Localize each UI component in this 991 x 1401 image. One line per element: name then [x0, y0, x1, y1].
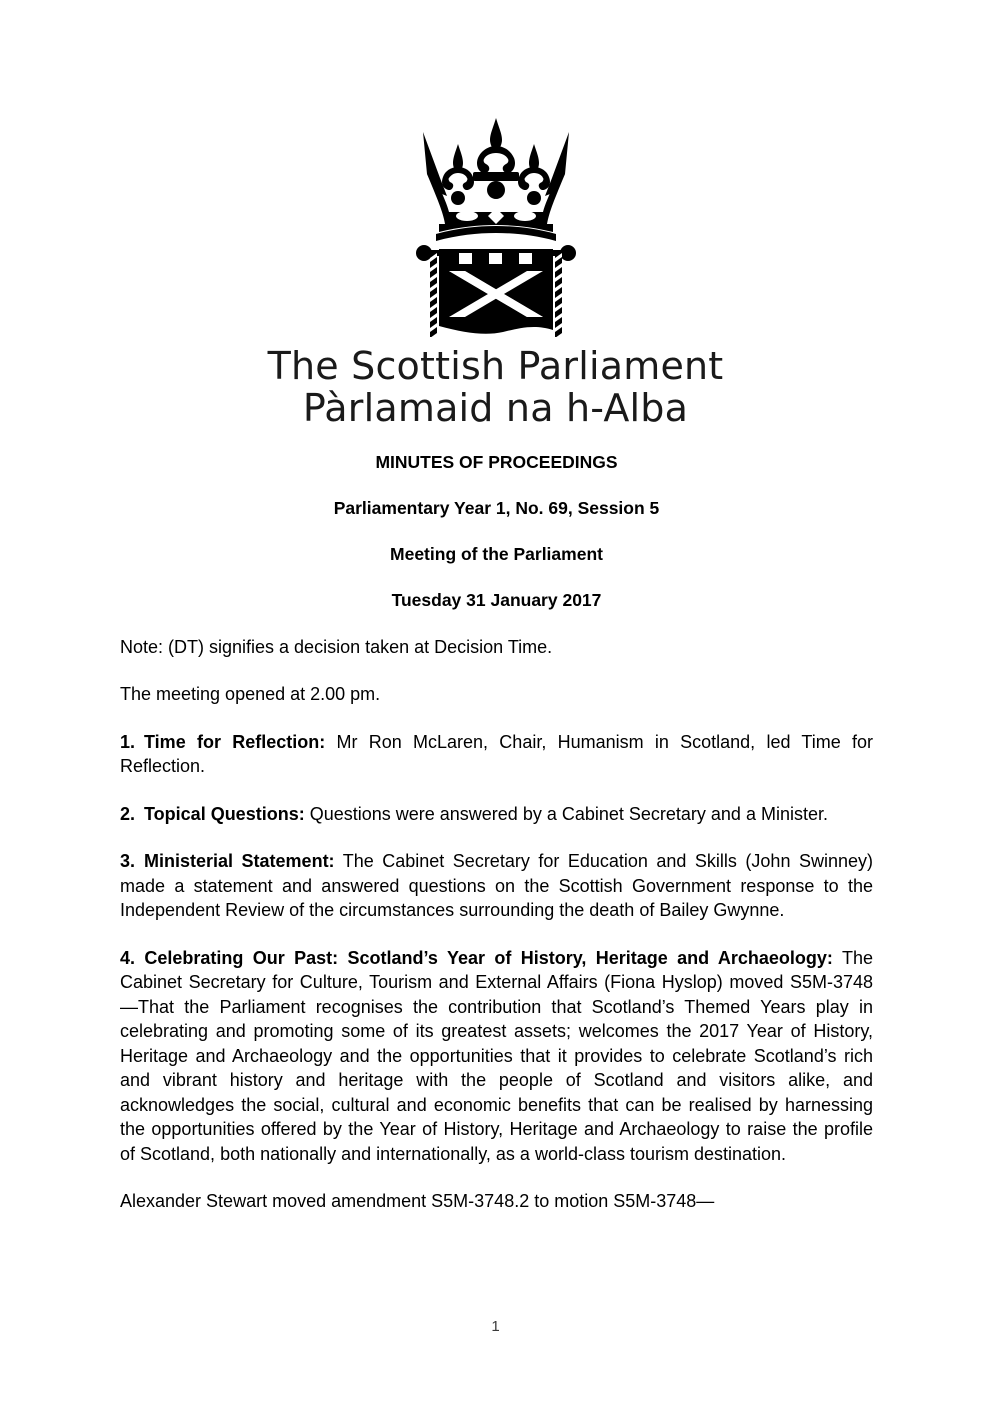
emblem-container: [0, 112, 991, 349]
minute-item-1-label: Time for Reflection:: [144, 731, 326, 752]
minute-item-1-text: Mr Ron McLaren, Chair, Humanism in Scotland, led Time for Reflection.: [120, 731, 873, 777]
minute-item-1: [120, 730, 873, 779]
minute-item-3-number: 3.: [120, 851, 136, 872]
minute-item-2-number: 2.: [120, 803, 136, 824]
meeting-subtitle: Meeting of the Parliament: [390, 543, 603, 564]
minute-item-2-label: Topical Questions:: [144, 803, 305, 824]
minute-item-2: [120, 802, 873, 826]
minute-item-3-text: The Cabinet Secretary for Education and Skills (John Swinney) made a statement and answered questions on the Scottish Government response to the Independent Review of the circumstances surrounding the death of Bailey Gwynne.: [120, 851, 873, 921]
minute-item-3-label: Ministerial Statement:: [144, 851, 335, 872]
minute-item-4-label: Celebrating Our Past: Scotland’s Year of History, Heritage and Archaeology:: [144, 947, 833, 968]
minute-item-3: [120, 849, 873, 922]
session-subtitle: Parliamentary Year 1, No. 69, Session 5: [333, 497, 660, 518]
wordmark-line-english: The Scottish Parliament: [267, 344, 724, 388]
amendment-paragraph: Alexander Stewart moved amendment S5M-3748.2 to motion S5M-3748—: [120, 1190, 715, 1211]
page-title: MINUTES OF PROCEEDINGS: [375, 452, 618, 472]
date-subtitle: Tuesday 31 January 2017: [391, 589, 602, 610]
scottish-parliament-crest-icon: [403, 112, 589, 344]
minute-item-1-number: 1.: [120, 731, 136, 752]
page-number: 1: [491, 1318, 500, 1335]
document-body: [120, 635, 873, 1213]
minute-item-4-number: 4.: [120, 947, 136, 968]
minute-item-4-text: The Cabinet Secretary for Culture, Tourism and External Affairs (Fiona Hyslop) moved S5M-3748—That the Parliament recognises the contribution that Scotland’s Themed Years play in celebrating and promoting some of its greatest assets; welcomes the 2017 Year of History, Heritage and Archaeology and the opportunities that it provides to celebrate Scotland’s rich and vibrant history and heritage with the people of Scotland and visitors alike, and acknowledges the social, cultural and economic benefits that can be realised by harnessing the opportunities offered by the Year of History, Heritage and Archaeology to raise the profile of Scotland, both nationally and internationally, as a world-class tourism destination.: [120, 947, 873, 1164]
wordmark-line-gaelic: Pàrlamaid na h-Alba: [302, 385, 689, 430]
wordmark: [0, 346, 991, 430]
minute-item-2-text: Questions were answered by a Cabinet Secretary and a Minister.: [304, 803, 828, 824]
note-paragraph: Note: (DT) signifies a decision taken at Decision Time.: [120, 637, 553, 657]
document-headings: [120, 452, 873, 612]
opening-paragraph: The meeting opened at 2.00 pm.: [120, 684, 381, 705]
minute-item-4: [120, 946, 873, 1166]
